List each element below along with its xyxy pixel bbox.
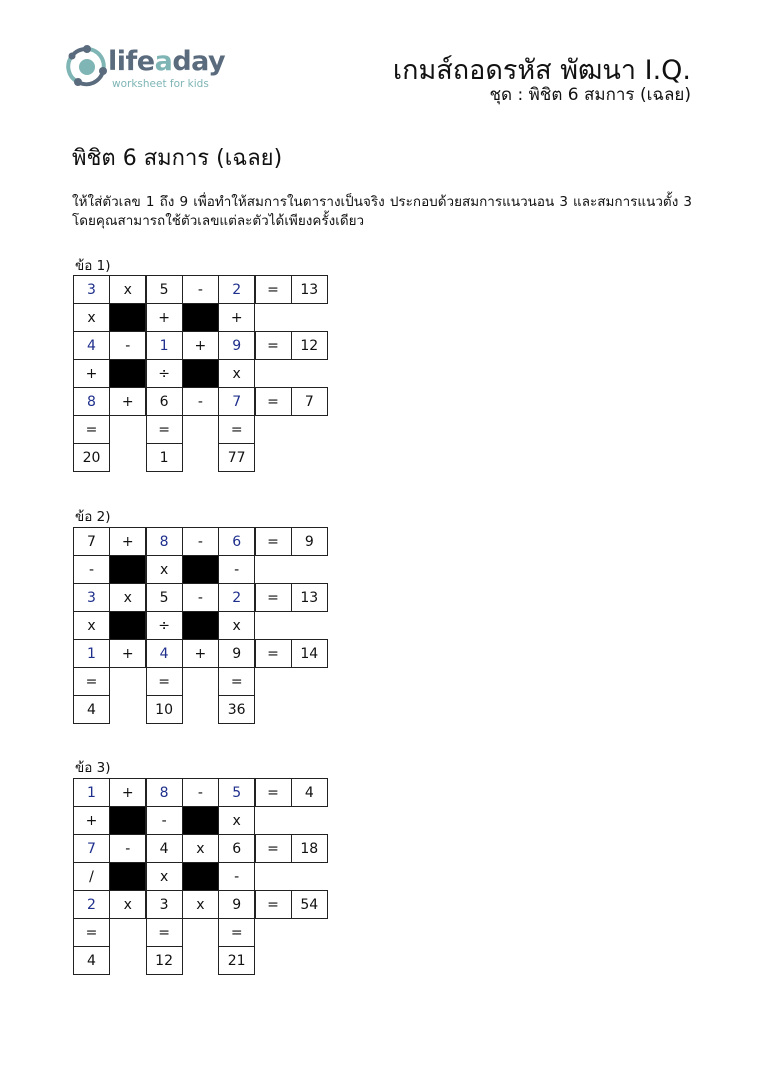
answer-cell: 4 bbox=[73, 331, 110, 360]
empty-space bbox=[182, 695, 219, 724]
grid-cell: - bbox=[182, 275, 219, 304]
empty-space bbox=[255, 806, 292, 835]
answer-cell: 3 bbox=[73, 275, 110, 304]
grid-cell: = bbox=[255, 583, 292, 612]
black-cell bbox=[182, 862, 219, 891]
grid-cell: = bbox=[146, 667, 183, 696]
grid-cell: x bbox=[146, 862, 183, 891]
logo-wordmark: lifeaday bbox=[108, 46, 226, 77]
black-cell bbox=[182, 359, 219, 388]
grid-cell: = bbox=[218, 667, 255, 696]
grid-cell: 6 bbox=[146, 387, 183, 416]
lifeaday-logo bbox=[66, 44, 236, 96]
grid-cell: = bbox=[255, 275, 292, 304]
empty-space bbox=[182, 946, 219, 975]
grid-cell: 5 bbox=[146, 583, 183, 612]
grid-cell: 3 bbox=[146, 890, 183, 919]
grid-cell: 13 bbox=[291, 275, 328, 304]
empty-space bbox=[109, 667, 146, 696]
grid-cell: + bbox=[109, 527, 146, 556]
empty-space bbox=[255, 359, 292, 388]
grid-cell: + bbox=[109, 639, 146, 668]
grid-cell: x bbox=[109, 275, 146, 304]
empty-space bbox=[182, 443, 219, 472]
answer-cell: 2 bbox=[73, 890, 110, 919]
header-subtitle: ชุด : พิชิต 6 สมการ (เฉลย) bbox=[489, 85, 691, 105]
grid-cell: - bbox=[73, 555, 110, 584]
grid-cell: 7 bbox=[291, 387, 328, 416]
grid-cell: + bbox=[73, 806, 110, 835]
grid-cell: + bbox=[73, 359, 110, 388]
grid-cell: + bbox=[182, 639, 219, 668]
instructions-text: ให้ใส่ตัวเลข 1 ถึง 9 เพื่อทำให้สมการในตารางเป็นจริง ประกอบด้วยสมการแนวนอน 3 และสมการแนวตั้ง 3 โดยคุณสามารถใช้ตัวเลขแต่ละตัวได้เพียงครั้งเดียว bbox=[72, 194, 692, 229]
grid-cell: - bbox=[218, 555, 255, 584]
answer-cell: 7 bbox=[73, 834, 110, 863]
grid-cell: 14 bbox=[291, 639, 328, 668]
grid-cell: 7 bbox=[73, 527, 110, 556]
grid-cell: = bbox=[255, 527, 292, 556]
grid-cell: = bbox=[218, 918, 255, 947]
empty-space bbox=[255, 443, 292, 472]
grid-cell: = bbox=[255, 387, 292, 416]
header-title: เกมส์ถอดรหัส พัฒนา I.Q. bbox=[392, 55, 691, 86]
grid-cell: ÷ bbox=[146, 611, 183, 640]
grid-cell: x bbox=[109, 890, 146, 919]
grid-cell: - bbox=[218, 862, 255, 891]
grid-cell: x bbox=[109, 583, 146, 612]
black-cell bbox=[109, 555, 146, 584]
black-cell bbox=[109, 611, 146, 640]
answer-cell: 8 bbox=[146, 527, 183, 556]
grid-cell: x bbox=[182, 834, 219, 863]
grid-cell: 9 bbox=[218, 639, 255, 668]
grid-cell: - bbox=[182, 778, 219, 807]
grid-cell: x bbox=[218, 806, 255, 835]
empty-space bbox=[291, 946, 328, 975]
answer-cell: 9 bbox=[218, 331, 255, 360]
black-cell bbox=[109, 359, 146, 388]
answer-cell: 6 bbox=[218, 527, 255, 556]
grid-cell: x bbox=[73, 611, 110, 640]
grid-cell: 4 bbox=[73, 695, 110, 724]
grid-cell: = bbox=[73, 667, 110, 696]
answer-cell: 2 bbox=[218, 275, 255, 304]
black-cell bbox=[109, 862, 146, 891]
empty-space bbox=[291, 611, 328, 640]
grid-cell: 20 bbox=[73, 443, 110, 472]
answer-cell: 1 bbox=[146, 331, 183, 360]
grid-cell: = bbox=[255, 331, 292, 360]
grid-cell: ÷ bbox=[146, 359, 183, 388]
grid-cell: + bbox=[109, 778, 146, 807]
empty-space bbox=[291, 918, 328, 947]
grid-cell: + bbox=[182, 331, 219, 360]
black-cell bbox=[109, 303, 146, 332]
answer-cell: 3 bbox=[73, 583, 110, 612]
black-cell bbox=[182, 555, 219, 584]
answer-cell: 1 bbox=[73, 778, 110, 807]
grid-cell: x bbox=[73, 303, 110, 332]
puzzle-label: ข้อ 1) bbox=[75, 258, 111, 274]
grid-cell: = bbox=[73, 415, 110, 444]
empty-space bbox=[291, 695, 328, 724]
empty-space bbox=[109, 415, 146, 444]
empty-space bbox=[182, 667, 219, 696]
empty-space bbox=[291, 555, 328, 584]
answer-cell: 8 bbox=[73, 387, 110, 416]
empty-space bbox=[255, 303, 292, 332]
grid-cell: 4 bbox=[73, 946, 110, 975]
black-cell bbox=[182, 303, 219, 332]
grid-cell: + bbox=[146, 303, 183, 332]
grid-cell: 18 bbox=[291, 834, 328, 863]
grid-cell: = bbox=[146, 415, 183, 444]
grid-cell: 10 bbox=[146, 695, 183, 724]
empty-space bbox=[182, 415, 219, 444]
grid-cell: 6 bbox=[218, 834, 255, 863]
empty-space bbox=[291, 359, 328, 388]
empty-space bbox=[182, 918, 219, 947]
grid-cell: + bbox=[218, 303, 255, 332]
empty-space bbox=[291, 303, 328, 332]
grid-cell: 1 bbox=[146, 443, 183, 472]
grid-cell: 77 bbox=[218, 443, 255, 472]
empty-space bbox=[291, 415, 328, 444]
empty-space bbox=[255, 555, 292, 584]
empty-space bbox=[255, 946, 292, 975]
answer-cell: 5 bbox=[218, 778, 255, 807]
grid-cell: = bbox=[255, 890, 292, 919]
grid-cell: 13 bbox=[291, 583, 328, 612]
empty-space bbox=[291, 443, 328, 472]
empty-space bbox=[255, 918, 292, 947]
logo-tagline: worksheet for kids bbox=[112, 78, 209, 90]
grid-cell: - bbox=[146, 806, 183, 835]
grid-cell: - bbox=[182, 583, 219, 612]
grid-cell: = bbox=[218, 415, 255, 444]
empty-space bbox=[255, 862, 292, 891]
black-cell bbox=[182, 611, 219, 640]
grid-cell: / bbox=[73, 862, 110, 891]
answer-cell: 1 bbox=[73, 639, 110, 668]
answer-cell: 7 bbox=[218, 387, 255, 416]
grid-cell: x bbox=[218, 611, 255, 640]
empty-space bbox=[109, 695, 146, 724]
grid-cell: = bbox=[255, 834, 292, 863]
molecule-logo-icon bbox=[66, 44, 108, 90]
empty-space bbox=[109, 918, 146, 947]
grid-cell: = bbox=[146, 918, 183, 947]
empty-space bbox=[291, 806, 328, 835]
grid-cell: - bbox=[109, 331, 146, 360]
grid-cell: 5 bbox=[146, 275, 183, 304]
grid-cell: 9 bbox=[218, 890, 255, 919]
grid-cell: x bbox=[218, 359, 255, 388]
grid-cell: 36 bbox=[218, 695, 255, 724]
grid-cell: x bbox=[182, 890, 219, 919]
grid-cell: 12 bbox=[146, 946, 183, 975]
grid-cell: - bbox=[182, 387, 219, 416]
grid-cell: - bbox=[182, 527, 219, 556]
empty-space bbox=[109, 946, 146, 975]
answer-cell: 2 bbox=[218, 583, 255, 612]
grid-cell: + bbox=[109, 387, 146, 416]
black-cell bbox=[109, 806, 146, 835]
answer-cell: 8 bbox=[146, 778, 183, 807]
grid-cell: x bbox=[146, 555, 183, 584]
puzzle-label: ข้อ 2) bbox=[75, 509, 111, 525]
grid-cell: 4 bbox=[291, 778, 328, 807]
black-cell bbox=[182, 806, 219, 835]
grid-cell: = bbox=[255, 639, 292, 668]
answer-cell: 4 bbox=[146, 639, 183, 668]
empty-space bbox=[109, 443, 146, 472]
grid-cell: 12 bbox=[291, 331, 328, 360]
empty-space bbox=[255, 667, 292, 696]
puzzle-label: ข้อ 3) bbox=[75, 760, 111, 776]
grid-cell: 9 bbox=[291, 527, 328, 556]
grid-cell: - bbox=[109, 834, 146, 863]
page-title: พิชิต 6 สมการ (เฉลย) bbox=[72, 146, 283, 171]
grid-cell: 21 bbox=[218, 946, 255, 975]
grid-cell: 4 bbox=[146, 834, 183, 863]
empty-space bbox=[291, 862, 328, 891]
grid-cell: 54 bbox=[291, 890, 328, 919]
empty-space bbox=[255, 415, 292, 444]
grid-cell: = bbox=[73, 918, 110, 947]
empty-space bbox=[255, 695, 292, 724]
grid-cell: = bbox=[255, 778, 292, 807]
empty-space bbox=[291, 667, 328, 696]
empty-space bbox=[255, 611, 292, 640]
